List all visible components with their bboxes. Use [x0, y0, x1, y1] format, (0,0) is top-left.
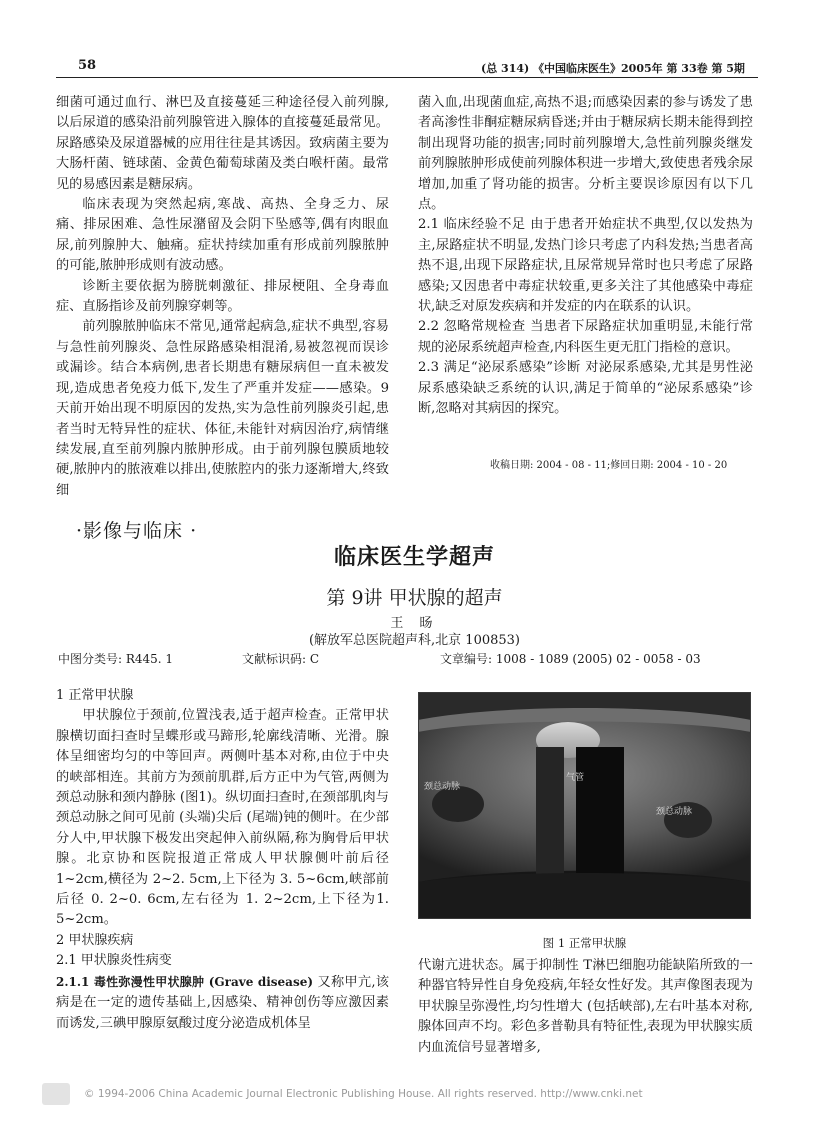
ultrasound-image: [418, 692, 751, 919]
top-right-column: [418, 93, 753, 420]
paragraph: 代谢亢进状态。属于抑制性 T淋巴细胞功能缺陷所致的一种器官特异性自身免疫病,年轻女性好发。其声像图表现为甲状腺呈弥漫性,均匀性增大 (包括峡部),左右叶基本对称,腺体回声不均。彩色多普勒具有特征性,表现为甲状腺实质内血流信号显著增多,: [418, 958, 753, 1055]
subsection-paragraph: 2.1 临床经验不足 由于患者开始症状不典型,仅以发热为主,尿路症状不明显,发热门诊只考虑了内科发热;当患者高热不退,出现下尿路症状,且尿常规异常时也只考虑了尿路感染;又因患者中毒症状较重,更多关注了其他感染中毒症状,缺乏对原发疾病和并发症的内在联系的认识。: [418, 217, 753, 315]
label-trachea: 气管: [566, 773, 585, 783]
ultrasound-figure: [418, 692, 751, 919]
page-number: 58: [78, 58, 97, 73]
received-dates: 收稿日期: 2004 - 08 - 11;修回日期: 2004 - 10 - 20: [490, 460, 728, 471]
article-subtitle: 第 9讲 甲状腺的超声: [326, 587, 503, 609]
body-left-column: [56, 686, 389, 1034]
paragraph: 临床表现为突然起病,寒战、高热、全身乏力、尿痛、排尿困难、急性尿潴留及会阴下坠感等,偶有肉眼血尿,前列腺肿大、触痛。症状持续加重有形成前列腺脓肿的可能,脓肿形成则有波动感。: [56, 197, 389, 274]
paragraph: [56, 972, 389, 1034]
copyright-footer: © 1994-2006 China Academic Journal Electronic Publishing House. All rights reserved. http://www.cnki.net: [84, 1088, 643, 1100]
label-carotid-left: 颈总动脉: [424, 782, 461, 792]
figure-caption: 图 1 正常甲状腺: [542, 936, 627, 950]
paragraph: 前列腺脓肿临床不常见,通常起病急,症状不典型,容易与急性前列腺炎、急性尿路感染相混淆,易被忽视而误诊或漏诊。结合本病例,患者长期患有糖尿病但一直未被发现,造成患者免疫力低下,发生了严重并发症——感染。9天前开始出现不明原因的发热,实为急性前列腺炎引起,患者当时无特异性的症状、体征,未能针对病因治疗,病情继续发展,直至前列腺内脓肿形成。由于前列腺包膜质地较硬,脓肿内的脓液难以排出,使脓腔内的张力逐渐增大,终致细: [56, 319, 389, 498]
author: 王 旸: [390, 616, 439, 631]
subsection-paragraph: 2.3 满足“泌尿系感染”诊断 对泌尿系感染,尤其是男性泌尿系感染缺乏系统的认识,满足于简单的“泌尿系感染”诊断,忽略对其病因的探究。: [418, 360, 753, 417]
paragraph: 甲状腺位于颈前,位置浅表,适于超声检查。正常甲状腺横切面扫查时呈蝶形或马蹄形,轮廓线清晰、光滑。腺体呈细密均匀的中等回声。两侧叶基本对称,由位于中央的峡部相连。其前方为颈前肌群,后方正中为气管,两侧为颈总动脉和颈内静脉 (图1)。纵切面扫查时,在颈部肌肉与颈总动脉之间可见前 (头端)尖后 (尾端)钝的侧叶。在少部分人中,甲状腺下极发出突起伸入前纵隔,称为胸骨后甲状腺。北京协和医院报道正常成人甲状腺侧叶前后径1~2cm,横径为 2~2. 5cm,上下径为 3. 5~6cm,峡部前后径 0. 2~0. 6cm,左右径为 1. 2~2cm,上下径为1. 5~2cm。: [56, 708, 389, 928]
document-code: 文献标识码: C: [242, 652, 320, 666]
heading-inflammatory: 2.1 甲状腺炎性病变: [56, 953, 172, 969]
article-number: 文章编号: 1008 - 1089 (2005) 02 - 0058 - 03: [440, 652, 701, 666]
paragraph: 菌入血,出现菌血症,高热不退;而感染因素的参与诱发了患者高渗性非酮症糖尿病昏迷;并由于糖尿病长期未能得到控制出现肾功能的损害;同时前列腺增大,急性前列腺炎继发前列腺脓肿形成使前列腺体积进一步增大,致使患者残余尿增加,加重了肾功能的损害。分析主要误诊原因有以下几点。: [418, 95, 753, 213]
section-heading: ·影像与临床 ·: [76, 520, 198, 542]
heading-normal-thyroid: 1 正常甲状腺: [56, 688, 134, 703]
running-title: (总 314) 《中国临床医生》2005年 第 33卷 第 5期: [481, 62, 745, 75]
paragraph-text: 又称甲亢,该病是在一定的遗传基础上,因感染、精神创伤等应激因素而诱发,三碘甲腺原氨酸过度分泌造成机体呈: [56, 974, 389, 1031]
cnki-logo-icon: [42, 1083, 70, 1105]
heading-grave-disease: 2.1.1 毒性弥漫性甲状腺肿 (Grave disease): [56, 974, 314, 989]
heading-thyroid-disease: 2 甲状腺疾病: [56, 932, 134, 948]
top-left-column: [56, 93, 389, 501]
paragraph: 细菌可通过血行、淋巴及直接蔓延三种途径侵入前列腺,以后尿道的感染沿前列腺管进入腺体的直接蔓延最常见。尿路感染及尿道器械的应用往往是其诱因。致病菌主要为大肠杆菌、链球菌、金黄色葡萄球菌及类白喉杆菌。最常见的易感因素是糖尿病。: [56, 95, 389, 192]
header-rule: [56, 77, 758, 78]
article-title: 临床医生学超声: [333, 544, 495, 570]
label-carotid-right: 颈总动脉: [656, 807, 693, 817]
paragraph: 诊断主要依据为膀胱刺激征、排尿梗阻、全身毒血症、直肠指诊及前列腺穿刺等。: [56, 278, 389, 315]
subsection-paragraph: 2.2 忽略常规检查 当患者下尿路症状加重明显,未能行常规的泌尿系统超声检查,内科医生更无肛门指检的意识。: [418, 319, 753, 355]
affiliation: (解放军总医院超声科,北京 100853): [308, 633, 521, 648]
clc-number: 中图分类号: R445. 1: [58, 652, 174, 666]
body-right-column: [418, 956, 753, 1058]
